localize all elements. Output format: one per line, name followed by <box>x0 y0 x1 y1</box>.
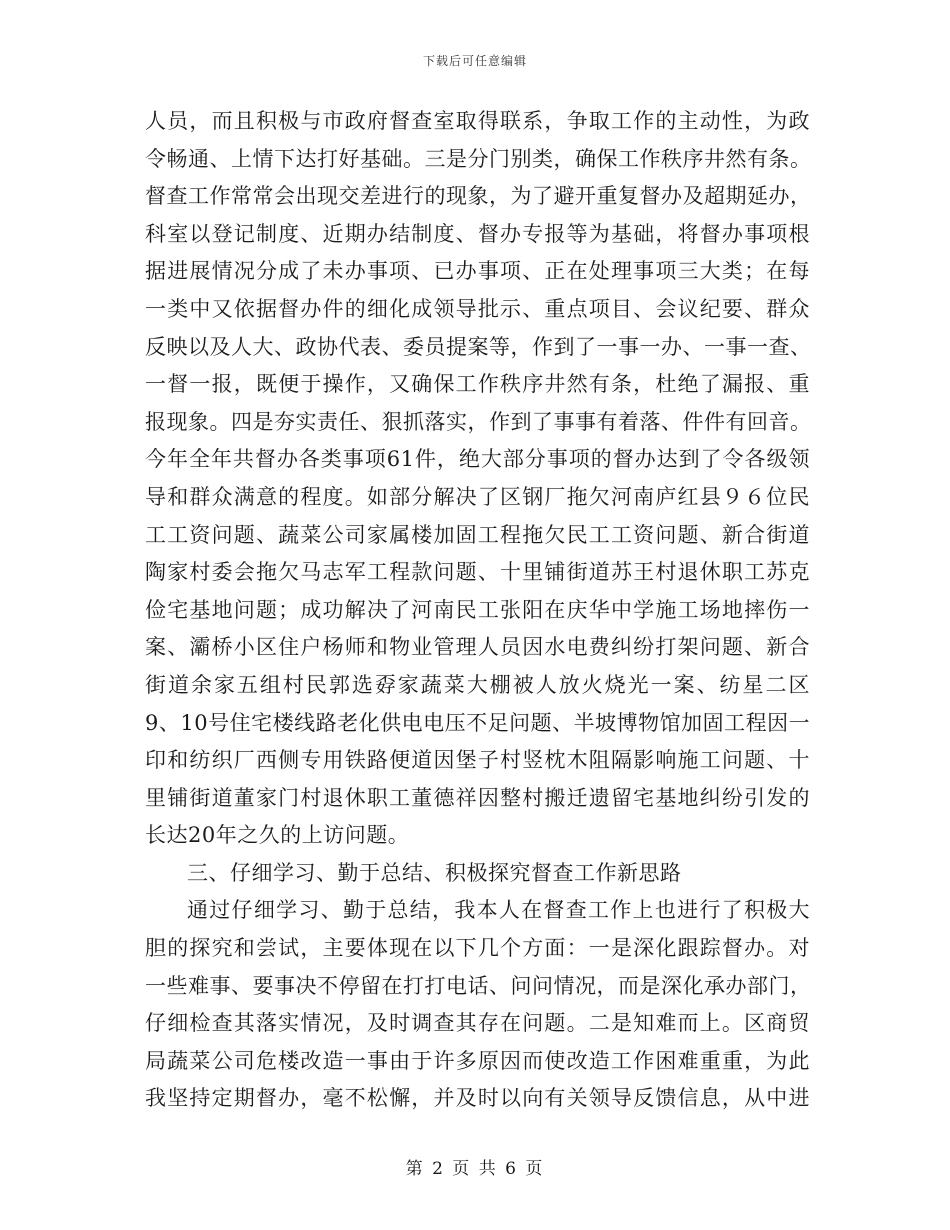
text-line: 一些难事、要事决不停留在打打电话、问问情况，而是深化承办部门， <box>145 973 812 998</box>
text-line: 导和群众满意的程度。如部分解决了区钢厂拖欠河南庐红县９６位民 <box>145 484 810 509</box>
text-line: 令畅通、上情下达打好基础。三是分门别类，确保工作秩序井然有条。 <box>145 146 812 171</box>
text-line: 胆的探究和尝试，主要体现在以下几个方面：一是深化跟踪督办。对 <box>145 936 810 961</box>
text-line: 据进展情况分成了未办事项、已办事项、正在处理事项三大类；在每 <box>145 259 810 284</box>
text-line: 通过仔细学习、勤于总结，我本人在督查工作上也进行了积极大 <box>187 898 810 923</box>
body-text <box>145 103 810 1118</box>
text-line: 一类中又依据督办件的细化成领导批示、重点项目、会议纪要、群众 <box>145 296 810 321</box>
text-line: 反映以及人大、政协代表、委员提案等，作到了一事一办、一事一查、 <box>145 334 812 359</box>
text-line: 仔细检查其落实情况，及时调查其存在问题。二是知难而上。区商贸 <box>145 1011 810 1036</box>
page-number-footer: 第 2 页 共 6 页 <box>405 1159 545 1179</box>
text-line: 人员，而且积极与市政府督查室取得联系，争取工作的主动性，为政 <box>145 109 810 133</box>
text-line: 我坚持定期督办，毫不松懈，并及时以向有关领导反馈信息，从中进 <box>145 1086 810 1111</box>
text-line: 科室以登记制度、近期办结制度、督办专报等为基础，将督办事项根 <box>145 221 810 246</box>
text-line: 案、灞桥小区住户杨师和物业管理人员因水电费纠纷打架问题、新合 <box>145 635 810 660</box>
text-line: 局蔬菜公司危楼改造一事由于许多原因而使改造工作困难重重，为此 <box>145 1048 810 1073</box>
text-line: 今年全年共督办各类事项61件，绝大部分事项的督办达到了令各级领 <box>145 447 810 472</box>
text-line: 长达20年之久的上访问题。 <box>145 823 410 848</box>
text-line: 里铺街道董家门村退休职工董德祥因整村搬迁遗留宅基地纠纷引发的 <box>145 785 810 810</box>
text-line: 报现象。四是夯实责任、狠抓落实，作到了事事有着落、件件有回音。 <box>145 409 812 434</box>
page-header-note: 下载后可任意编辑 <box>422 54 527 68</box>
text-line: 街道余家五组村民郭选孬家蔬菜大棚被人放火烧光一案、纺星二区 <box>145 672 810 697</box>
section-heading: 三、仔细学习、勤于总结、积极探究督查工作新思路 <box>187 860 682 885</box>
text-line: 陶家村委会拖欠马志军工程款问题、十里铺街道苏王村退休职工苏克 <box>145 560 810 585</box>
text-line: 督查工作常常会出现交差进行的现象，为了避开重复督办及超期延办， <box>145 184 812 209</box>
text-line: 9、10号住宅楼线路老化供电电压不足问题、半坡博物馆加固工程因一 <box>145 710 811 735</box>
text-line: 俭宅基地问题；成功解决了河南民工张阳在庆华中学施工场地摔伤一 <box>145 597 810 622</box>
text-line: 工工资问题、蔬菜公司家属楼加固工程拖欠民工工资问题、新合街道 <box>145 522 810 547</box>
text-line: 一督一报，既便于操作，又确保工作秩序井然有条，杜绝了漏报、重 <box>145 372 810 397</box>
text-line: 印和纺织厂西侧专用铁路便道因堡子村竖枕木阻隔影响施工问题、十 <box>145 748 810 773</box>
